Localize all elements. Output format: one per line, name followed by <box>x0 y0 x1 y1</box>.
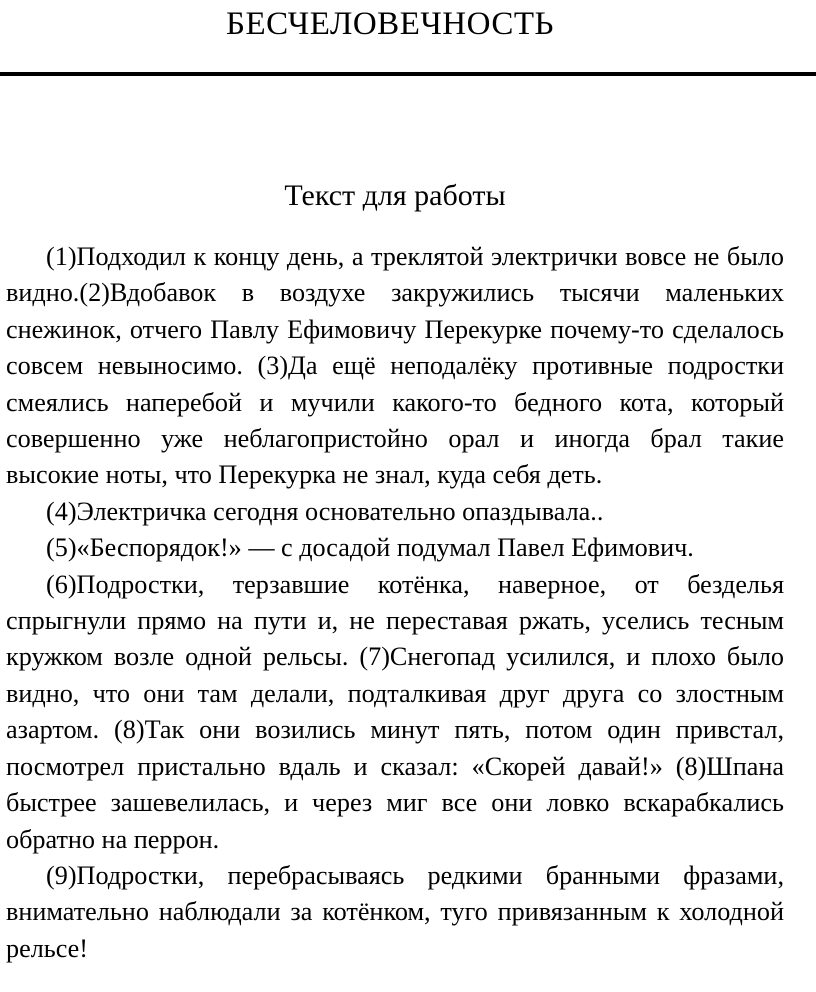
paragraph: (1)Подходил к концу день, а треклятой электрички вовсе не было видно.(2)Вдобавок в воздухе закружились тысячи маленьких снежинок, отчего Павлу Ефимовичу Перекурке почему-то сделалось совсем невыносимо. (3)Да ещё неподалёку противные подростки смеялись наперебой и мучили какого-то бедного кота, который совершенно уже неблагопристойно орал и иногда брал такие высокие ноты, что Перекурка не знал, куда себя деть. <box>6 242 784 490</box>
paragraph: (4)Электричка сегодня основательно опаздывала.. <box>46 496 604 526</box>
section-heading: Текст для работы <box>284 179 506 212</box>
text-body <box>6 239 784 967</box>
paragraph: (6)Подростки, терзавшие котёнка, наверное, от безделья спрыгнули прямо на пути и, не переставая ржать, уселись тесным кружком возле одной рельсы. (7)Снегопад усилился, и плохо было видно, что они там делали, подталкивая друг друга со злостным азартом. (8)Так они возились минут пять, потом один привстал, посмотрел пристально вдаль и сказал: «Скорей давай!» (8)Шпана быстрее зашевелилась, и через миг все они ловко вскарабкались обратно на перрон. <box>6 569 784 854</box>
paragraph: (5)«Беспорядок!» — с досадой подумал Павел Ефимович. <box>46 533 694 563</box>
page-title: БЕСЧЕЛОВЕЧНОСТЬ <box>226 6 554 42</box>
title-divider <box>0 72 816 76</box>
paragraph: (9)Подростки, перебрасываясь редкими бранными фразами, внимательно наблюдали за котёнком, туго привязанным к холодной рельсе! <box>6 860 784 963</box>
